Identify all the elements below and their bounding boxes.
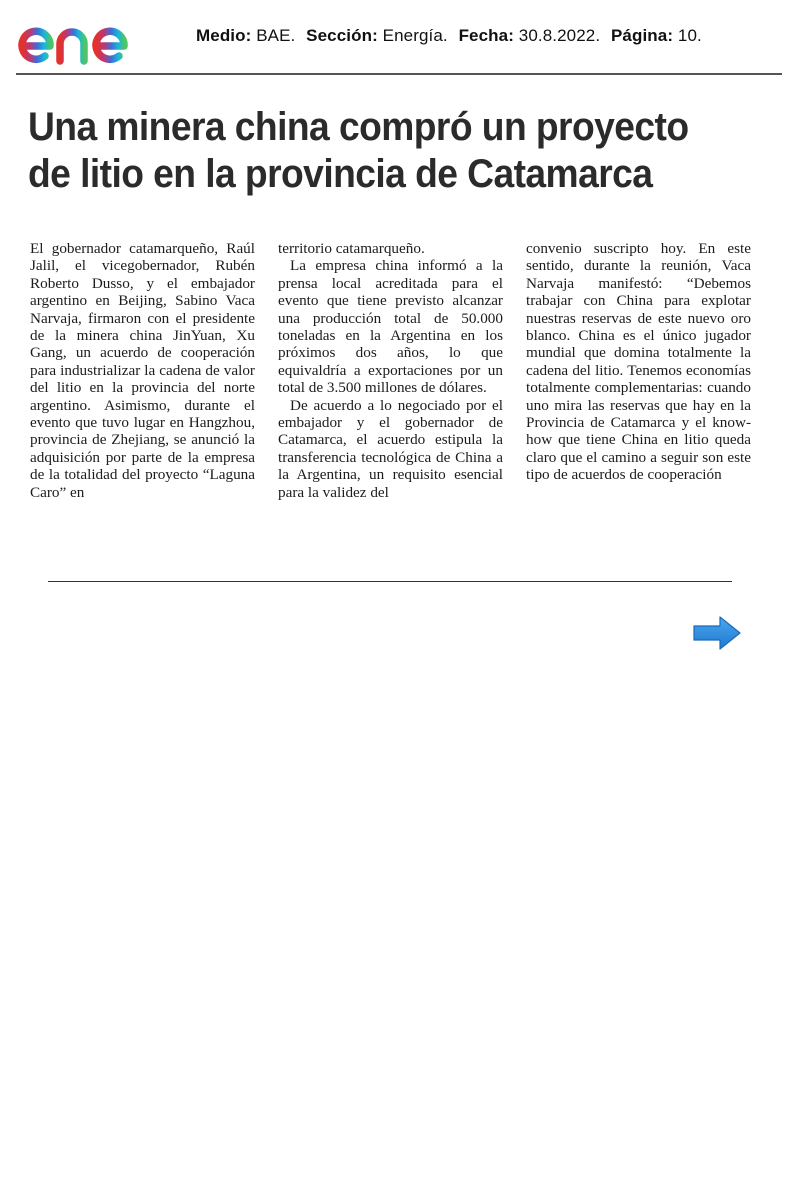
pagina-value: 10. xyxy=(677,26,702,45)
medio-value: BAE. xyxy=(256,26,296,45)
page-header xyxy=(0,0,800,76)
fecha-value: 30.8.2022. xyxy=(518,26,601,45)
header-divider xyxy=(16,73,782,75)
enel-logo xyxy=(16,6,176,68)
article-column-3 xyxy=(526,240,751,484)
fecha-label: Fecha: xyxy=(458,26,514,45)
article-divider xyxy=(48,581,732,582)
medio-label: Medio: xyxy=(196,26,252,45)
pagina-label: Página: xyxy=(610,26,674,45)
arrow-right-icon[interactable] xyxy=(690,614,744,652)
paragraph: El gobernador catamarqueño, Raúl Jalil, el vicegobernador, Rubén Roberto Dusso, y el embajador argentino en Beijing, Sabino Vaca Narvaja, firmaron con el presidente de la minera china JinYuan, Xu Gang, un acuerdo de cooperación para industrializar la cadena de valor del litio en la provincia del norte argentino. Asimismo, durante el evento que tuvo lugar en Hangzhou, provincia de Zhejiang, se anunció la adquisición por parte de la empresa de la totalidad del proyecto “Laguna Caro” en xyxy=(30,240,255,501)
article-headline: Una minera china compró un proyecto de litio en la provincia de Catamarca xyxy=(28,105,689,196)
publication-meta xyxy=(196,26,702,46)
paragraph: territorio catamarqueño. xyxy=(278,240,425,257)
paragraph: La empresa china informó a la prensa local acreditada para el evento que tiene previsto alcanzar una producción total de 50.000 toneladas en la Argentina en los próximos dos años, lo que equivaldría a exportaciones por un total de 3.500 millones de dólares. xyxy=(278,257,503,397)
article-column-2 xyxy=(278,240,503,501)
paragraph: De acuerdo a lo negociado por el embajador y el gobernador de Catamarca, el acuerdo estipula la transferencia tecnológica de China a la Argentina, un requisito esencial para la validez del xyxy=(278,396,503,501)
article-column-1 xyxy=(30,240,255,501)
article-body xyxy=(30,240,752,540)
paragraph: convenio suscripto hoy. En este sentido, durante la reunión, Vaca Narvaja manifestó: “Debemos trabajar con China para explotar nuestras reservas de este nuevo oro blanco. China es el único jugador mundial que domina totalmente la cadena del litio. Tenemos economías totalmente complementarias: cuando uno mira las reservas que hay en la Provincia de Catamarca y el know-how que tiene China en litio queda claro que el camino a seguir son este tipo de acuerdos de cooperación xyxy=(526,240,751,484)
seccion-label: Sección: xyxy=(306,26,378,45)
seccion-value: Energía. xyxy=(382,26,448,45)
